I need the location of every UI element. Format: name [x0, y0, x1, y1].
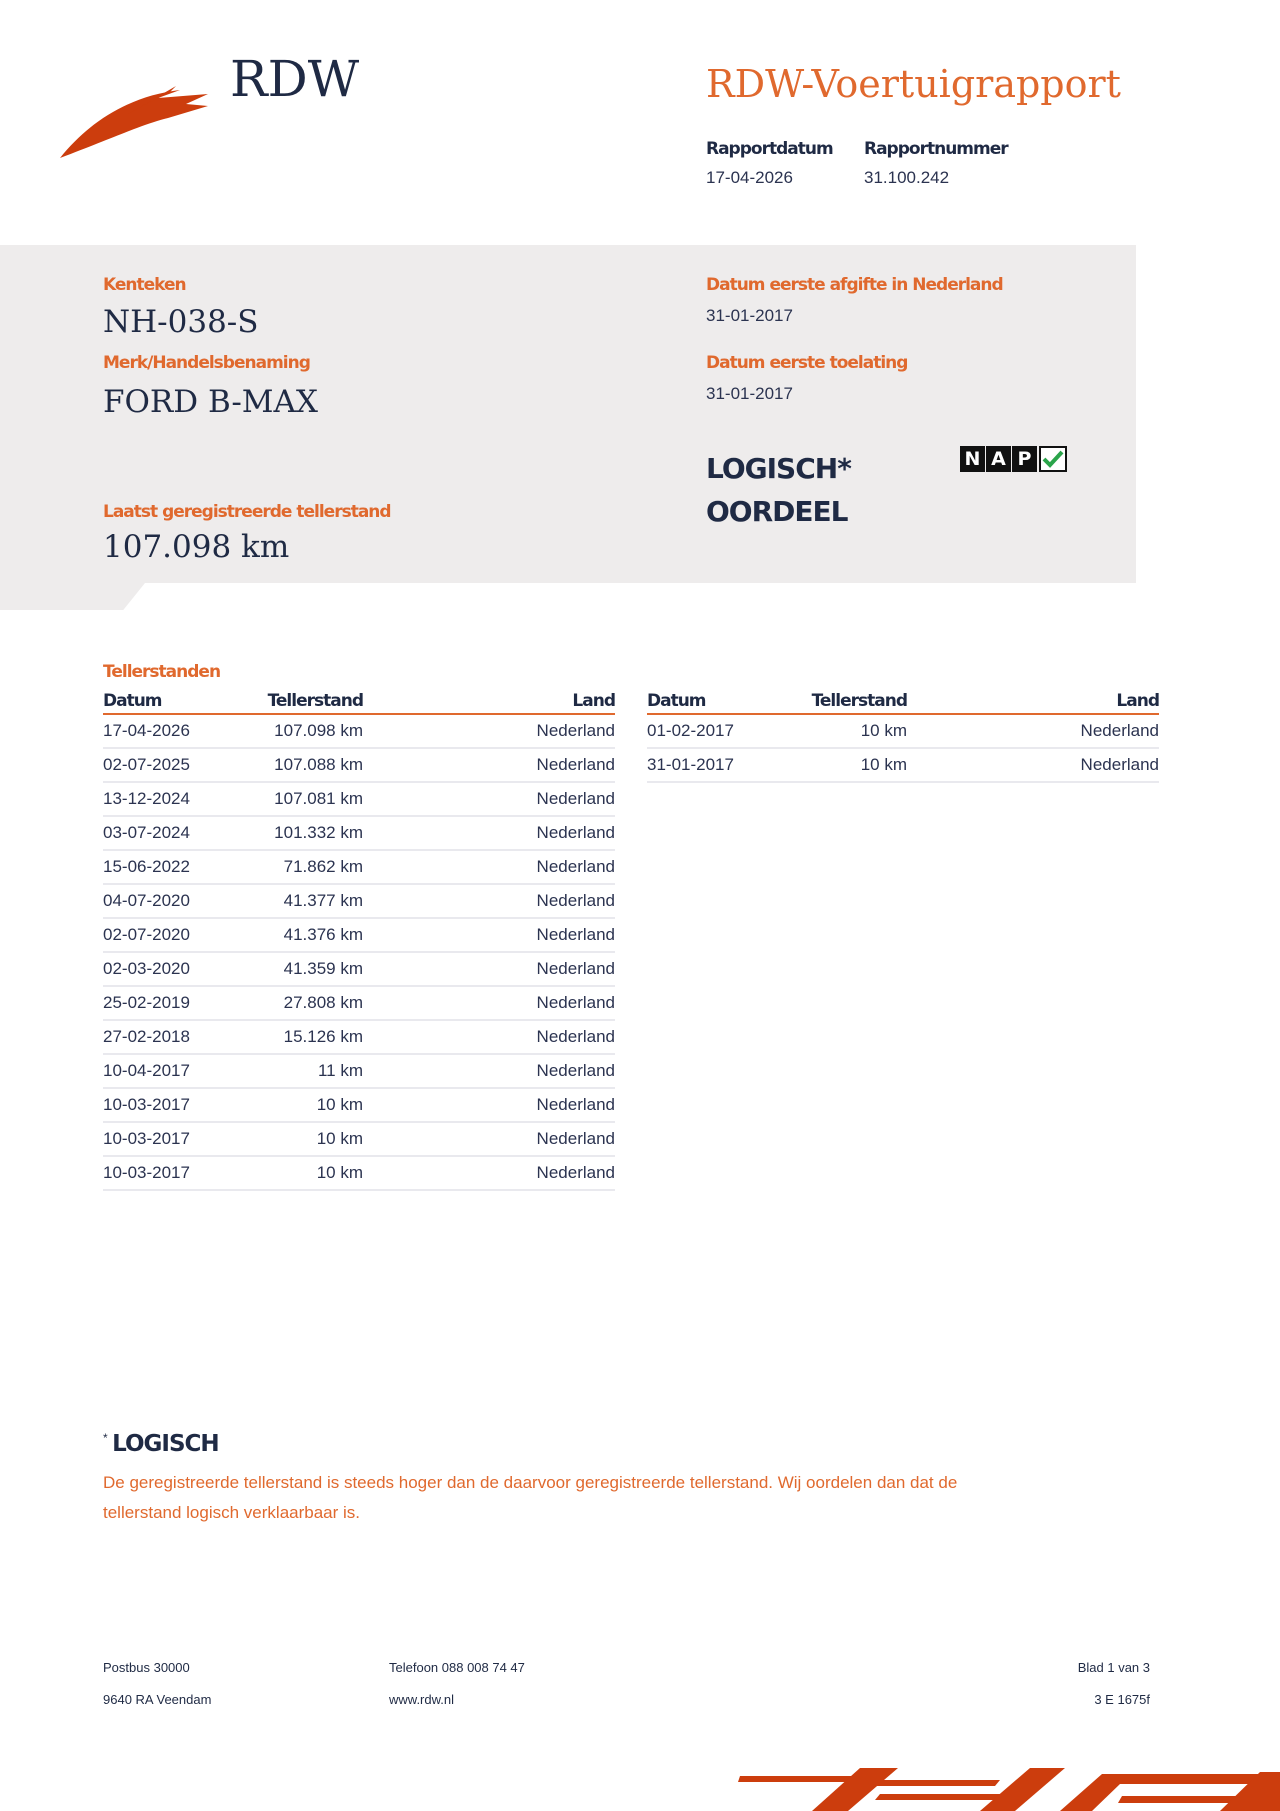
table-row — [103, 782, 615, 816]
cell-country: Nederland — [363, 918, 615, 952]
cell-date: 31-01-2017 — [647, 748, 787, 782]
footer-address-1: Postbus 30000 — [103, 1660, 190, 1675]
table-row — [103, 1054, 615, 1088]
note-text-line: tellerstand logisch verklaarbaar is. — [103, 1503, 361, 1522]
column-header-country: Land — [363, 690, 615, 714]
cell-country: Nederland — [363, 1020, 615, 1054]
cell-odometer: 107.088 km — [243, 748, 363, 782]
cell-odometer: 107.098 km — [243, 714, 363, 748]
cell-odometer: 41.376 km — [243, 918, 363, 952]
cell-odometer: 107.081 km — [243, 782, 363, 816]
note-title-text: LOGISCH — [112, 1431, 219, 1457]
plate-value: NH-038-S — [103, 304, 259, 340]
footer-website[interactable]: www.rdw.nl — [389, 1692, 455, 1707]
cell-country: Nederland — [907, 714, 1159, 748]
table-header-row — [103, 690, 615, 714]
table-row — [103, 986, 615, 1020]
cell-country: Nederland — [363, 1088, 615, 1122]
column-header-country: Land — [907, 690, 1159, 714]
cell-date: 13-12-2024 — [103, 782, 243, 816]
rdw-logo-icon — [58, 78, 213, 160]
cell-country: Nederland — [363, 1054, 615, 1088]
table-row — [103, 850, 615, 884]
verdict-oordeel: OORDEEL — [706, 495, 848, 528]
cell-date: 10-03-2017 — [103, 1156, 243, 1190]
report-date: 17-04-2026 — [706, 168, 793, 187]
report-title: RDW-Voertuigrapport — [706, 62, 1121, 106]
table-row — [103, 952, 615, 986]
cell-date: 10-03-2017 — [103, 1122, 243, 1156]
readings-table-right — [647, 690, 1159, 783]
checkmark-icon — [1039, 446, 1067, 472]
readings-title: Tellerstanden — [103, 662, 221, 682]
cell-odometer: 41.359 km — [243, 952, 363, 986]
nap-letter-n: N — [960, 446, 985, 472]
make-label: Merk/Handelsbenaming — [103, 353, 310, 373]
cell-country: Nederland — [907, 748, 1159, 782]
cell-odometer: 11 km — [243, 1054, 363, 1088]
logo-text: RDW — [230, 50, 360, 108]
cell-odometer: 27.808 km — [243, 986, 363, 1020]
table-row — [103, 1156, 615, 1190]
cell-country: Nederland — [363, 884, 615, 918]
cell-country: Nederland — [363, 816, 615, 850]
cell-date: 04-07-2020 — [103, 884, 243, 918]
table-row — [103, 1088, 615, 1122]
make-value: FORD B-MAX — [103, 384, 319, 420]
cell-date: 27-02-2018 — [103, 1020, 243, 1054]
first-admission-value: 31-01-2017 — [706, 384, 793, 403]
cell-odometer: 10 km — [787, 714, 907, 748]
table-row — [103, 816, 615, 850]
first-issue-label: Datum eerste afgifte in Nederland — [706, 275, 1003, 295]
verdict-logisch: LOGISCH* — [706, 452, 851, 485]
cell-date: 10-04-2017 — [103, 1054, 243, 1088]
decorative-stripes-icon — [730, 1762, 1280, 1811]
table-row — [103, 1020, 615, 1054]
cell-date: 15-06-2022 — [103, 850, 243, 884]
cell-date: 02-07-2025 — [103, 748, 243, 782]
cell-date: 03-07-2024 — [103, 816, 243, 850]
cell-date: 10-03-2017 — [103, 1088, 243, 1122]
footer-address-2: 9640 RA Veendam — [103, 1692, 212, 1707]
first-issue-value: 31-01-2017 — [706, 306, 793, 325]
cell-odometer: 10 km — [787, 748, 907, 782]
odometer-value: 107.098 km — [103, 529, 290, 565]
table-row — [647, 714, 1159, 748]
cell-date: 01-02-2017 — [647, 714, 787, 748]
cell-odometer: 10 km — [243, 1088, 363, 1122]
table-header-row — [647, 690, 1159, 714]
column-header-odometer: Tellerstand — [243, 690, 363, 714]
table-row — [103, 748, 615, 782]
cell-country: Nederland — [363, 714, 615, 748]
report-number: 31.100.242 — [864, 168, 950, 187]
cell-odometer: 71.862 km — [243, 850, 363, 884]
table-row — [647, 748, 1159, 782]
cell-date: 25-02-2019 — [103, 986, 243, 1020]
nap-letter-p: P — [1012, 446, 1037, 472]
nap-badge-icon — [960, 446, 1075, 490]
cell-odometer: 101.332 km — [243, 816, 363, 850]
column-header-date: Datum — [647, 690, 787, 714]
summary-panel-notch — [0, 583, 145, 610]
table-row — [103, 714, 615, 748]
cell-date: 02-07-2020 — [103, 918, 243, 952]
footer-page-number: Blad 1 van 3 — [1077, 1660, 1150, 1675]
note-title — [103, 1431, 219, 1457]
cell-country: Nederland — [363, 1156, 615, 1190]
table-row — [103, 884, 615, 918]
cell-odometer: 10 km — [243, 1122, 363, 1156]
report-date-label: Rapportdatum — [706, 139, 833, 159]
report-number-label: Rapportnummer — [864, 139, 1008, 159]
column-header-odometer: Tellerstand — [787, 690, 907, 714]
note-text — [103, 1468, 957, 1528]
cell-odometer: 15.126 km — [243, 1020, 363, 1054]
cell-odometer: 10 km — [243, 1156, 363, 1190]
odometer-label: Laatst geregistreerde tellerstand — [103, 502, 391, 522]
footer-phone: Telefoon 088 008 74 47 — [389, 1660, 525, 1675]
cell-country: Nederland — [363, 986, 615, 1020]
cell-date: 17-04-2026 — [103, 714, 243, 748]
cell-country: Nederland — [363, 748, 615, 782]
first-admission-label: Datum eerste toelating — [706, 353, 908, 373]
column-header-date: Datum — [103, 690, 243, 714]
note-text-line: De geregistreerde tellerstand is steeds hoger dan de daarvoor geregistreerde tellerstand. Wij oordelen dan dat de — [103, 1473, 958, 1492]
cell-odometer: 41.377 km — [243, 884, 363, 918]
readings-table-left — [103, 690, 615, 1191]
plate-label: Kenteken — [103, 275, 186, 295]
note-asterisk: * — [103, 1431, 108, 1445]
table-row — [103, 1122, 615, 1156]
footer-code: 3 E 1675f — [1094, 1692, 1150, 1707]
cell-country: Nederland — [363, 952, 615, 986]
cell-country: Nederland — [363, 850, 615, 884]
table-row — [103, 918, 615, 952]
cell-country: Nederland — [363, 1122, 615, 1156]
nap-letter-a: A — [986, 446, 1011, 472]
cell-country: Nederland — [363, 782, 615, 816]
cell-date: 02-03-2020 — [103, 952, 243, 986]
